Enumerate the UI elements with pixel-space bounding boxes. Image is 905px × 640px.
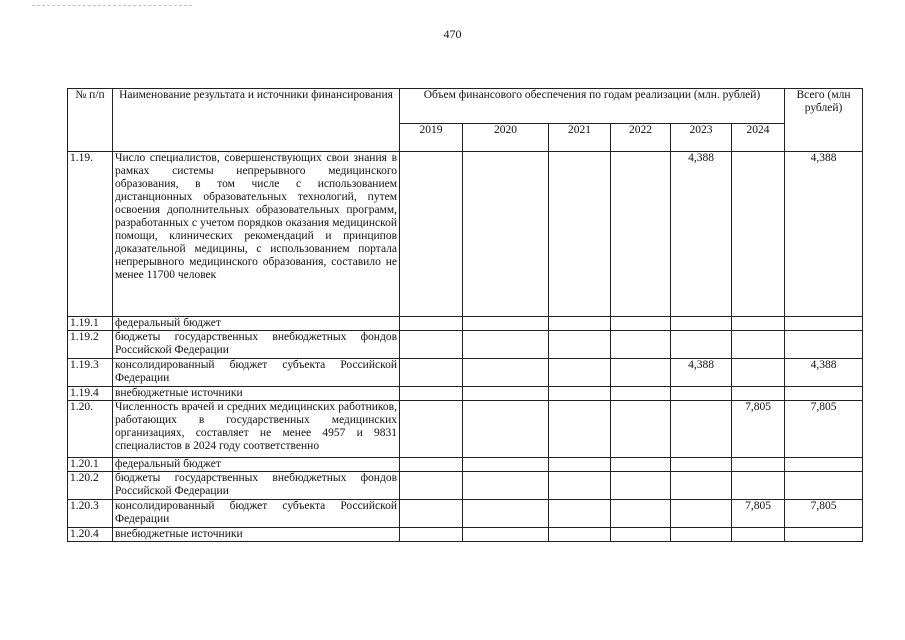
year-value-cell bbox=[671, 472, 732, 500]
year-value-cell: 7,805 bbox=[732, 401, 785, 458]
row-name: Число специалистов, совершенствующих свои знания в рамках системы непрерывного медицинского образования, в том числе с использованием дистанционных образовательных технологий, путем освоения дополнительных образовательных программ, разработанных с учетом порядков оказания медицинской помощи, клинических рекомендаций и принципов доказательной медицины, с использованием портала непрерывного медицинского образования, составило не менее 11700 человек bbox=[113, 152, 400, 317]
year-value-cell bbox=[611, 317, 671, 331]
row-number: 1.19.2 bbox=[68, 331, 113, 359]
year-value-cell bbox=[400, 500, 463, 528]
row-name: бюджеты государственных внебюджетных фондов Российской Федерации bbox=[113, 331, 400, 359]
year-value-cell bbox=[549, 359, 611, 387]
year-value-cell bbox=[671, 528, 732, 542]
header-year: 2019 bbox=[400, 124, 463, 152]
row-number: 1.19.4 bbox=[68, 387, 113, 401]
total-value-cell bbox=[785, 458, 863, 472]
header-total: Всего (млн рублей) bbox=[785, 89, 863, 152]
year-value-cell bbox=[671, 387, 732, 401]
year-value-cell bbox=[732, 359, 785, 387]
table-row bbox=[68, 401, 863, 458]
year-value-cell bbox=[549, 500, 611, 528]
table-row bbox=[68, 331, 863, 359]
header-year: 2021 bbox=[549, 124, 611, 152]
year-value-cell bbox=[463, 387, 549, 401]
total-value-cell: 4,388 bbox=[785, 152, 863, 317]
year-value-cell bbox=[463, 472, 549, 500]
financing-table bbox=[67, 88, 863, 542]
row-name: консолидированный бюджет субъекта Российской Федерации bbox=[113, 359, 400, 387]
year-value-cell bbox=[732, 472, 785, 500]
total-value-cell bbox=[785, 472, 863, 500]
table-row bbox=[68, 387, 863, 401]
row-name: внебюджетные источники bbox=[113, 528, 400, 542]
row-name: консолидированный бюджет субъекта Российской Федерации bbox=[113, 500, 400, 528]
row-name: внебюджетные источники bbox=[113, 387, 400, 401]
year-value-cell bbox=[611, 528, 671, 542]
table-row bbox=[68, 472, 863, 500]
total-value-cell bbox=[785, 317, 863, 331]
year-value-cell bbox=[549, 472, 611, 500]
year-value-cell bbox=[463, 401, 549, 458]
year-value-cell bbox=[400, 331, 463, 359]
year-value-cell bbox=[549, 331, 611, 359]
year-value-cell bbox=[463, 359, 549, 387]
table-row bbox=[68, 500, 863, 528]
year-value-cell bbox=[611, 331, 671, 359]
year-value-cell: 4,388 bbox=[671, 152, 732, 317]
total-value-cell bbox=[785, 331, 863, 359]
year-value-cell bbox=[671, 317, 732, 331]
year-value-cell: 4,388 bbox=[671, 359, 732, 387]
year-value-cell bbox=[400, 401, 463, 458]
row-name: федеральный бюджет bbox=[113, 458, 400, 472]
year-value-cell bbox=[400, 387, 463, 401]
total-value-cell: 7,805 bbox=[785, 500, 863, 528]
year-value-cell bbox=[671, 401, 732, 458]
header-year: 2024 bbox=[732, 124, 785, 152]
year-value-cell bbox=[463, 458, 549, 472]
year-value-cell bbox=[611, 458, 671, 472]
year-value-cell bbox=[463, 500, 549, 528]
row-number: 1.20.3 bbox=[68, 500, 113, 528]
year-value-cell: 7,805 bbox=[732, 500, 785, 528]
table-row bbox=[68, 317, 863, 331]
table-body bbox=[68, 152, 863, 542]
row-number: 1.20.2 bbox=[68, 472, 113, 500]
year-value-cell bbox=[400, 317, 463, 331]
row-number: 1.19.1 bbox=[68, 317, 113, 331]
header-volume: Объем финансового обеспечения по годам реализации (млн. рублей) bbox=[400, 89, 785, 124]
row-name: Численность врачей и средних медицинских работников, работающих в государственных медицинских организациях, составляет не менее 4957 и 9831 специалистов в 2024 году соответственно bbox=[113, 401, 400, 458]
year-value-cell bbox=[463, 152, 549, 317]
year-value-cell bbox=[671, 500, 732, 528]
year-value-cell bbox=[463, 331, 549, 359]
year-value-cell bbox=[549, 458, 611, 472]
table-row bbox=[68, 359, 863, 387]
table-row bbox=[68, 528, 863, 542]
year-value-cell bbox=[732, 331, 785, 359]
year-value-cell bbox=[400, 528, 463, 542]
year-value-cell bbox=[400, 359, 463, 387]
year-value-cell bbox=[671, 331, 732, 359]
row-number: 1.19.3 bbox=[68, 359, 113, 387]
year-value-cell bbox=[549, 528, 611, 542]
year-value-cell bbox=[549, 152, 611, 317]
total-value-cell bbox=[785, 528, 863, 542]
year-value-cell bbox=[611, 359, 671, 387]
year-value-cell bbox=[732, 387, 785, 401]
row-number: 1.20.1 bbox=[68, 458, 113, 472]
year-value-cell bbox=[463, 528, 549, 542]
page-number: 470 bbox=[443, 27, 462, 41]
year-value-cell bbox=[400, 458, 463, 472]
year-value-cell bbox=[400, 152, 463, 317]
header-name: Наименование результата и источники финансирования bbox=[113, 89, 400, 152]
year-value-cell bbox=[732, 458, 785, 472]
scan-artifact bbox=[32, 5, 192, 8]
year-value-cell bbox=[549, 387, 611, 401]
year-value-cell bbox=[611, 387, 671, 401]
header-num: № п/п bbox=[68, 89, 113, 152]
year-value-cell bbox=[611, 401, 671, 458]
year-value-cell bbox=[611, 500, 671, 528]
header-year: 2022 bbox=[611, 124, 671, 152]
table-row bbox=[68, 152, 863, 317]
year-value-cell bbox=[400, 472, 463, 500]
year-value-cell bbox=[732, 528, 785, 542]
year-value-cell bbox=[732, 152, 785, 317]
header-year: 2023 bbox=[671, 124, 732, 152]
year-value-cell bbox=[671, 458, 732, 472]
row-name: бюджеты государственных внебюджетных фондов Российской Федерации bbox=[113, 472, 400, 500]
total-value-cell bbox=[785, 387, 863, 401]
total-value-cell: 7,805 bbox=[785, 401, 863, 458]
row-number: 1.20. bbox=[68, 401, 113, 458]
row-number: 1.19. bbox=[68, 152, 113, 317]
row-name: федеральный бюджет bbox=[113, 317, 400, 331]
year-value-cell bbox=[549, 317, 611, 331]
row-number: 1.20.4 bbox=[68, 528, 113, 542]
year-value-cell bbox=[463, 317, 549, 331]
table-row bbox=[68, 458, 863, 472]
total-value-cell: 4,388 bbox=[785, 359, 863, 387]
year-value-cell bbox=[549, 401, 611, 458]
header-year: 2020 bbox=[463, 124, 549, 152]
year-value-cell bbox=[732, 317, 785, 331]
year-value-cell bbox=[611, 152, 671, 317]
year-value-cell bbox=[611, 472, 671, 500]
